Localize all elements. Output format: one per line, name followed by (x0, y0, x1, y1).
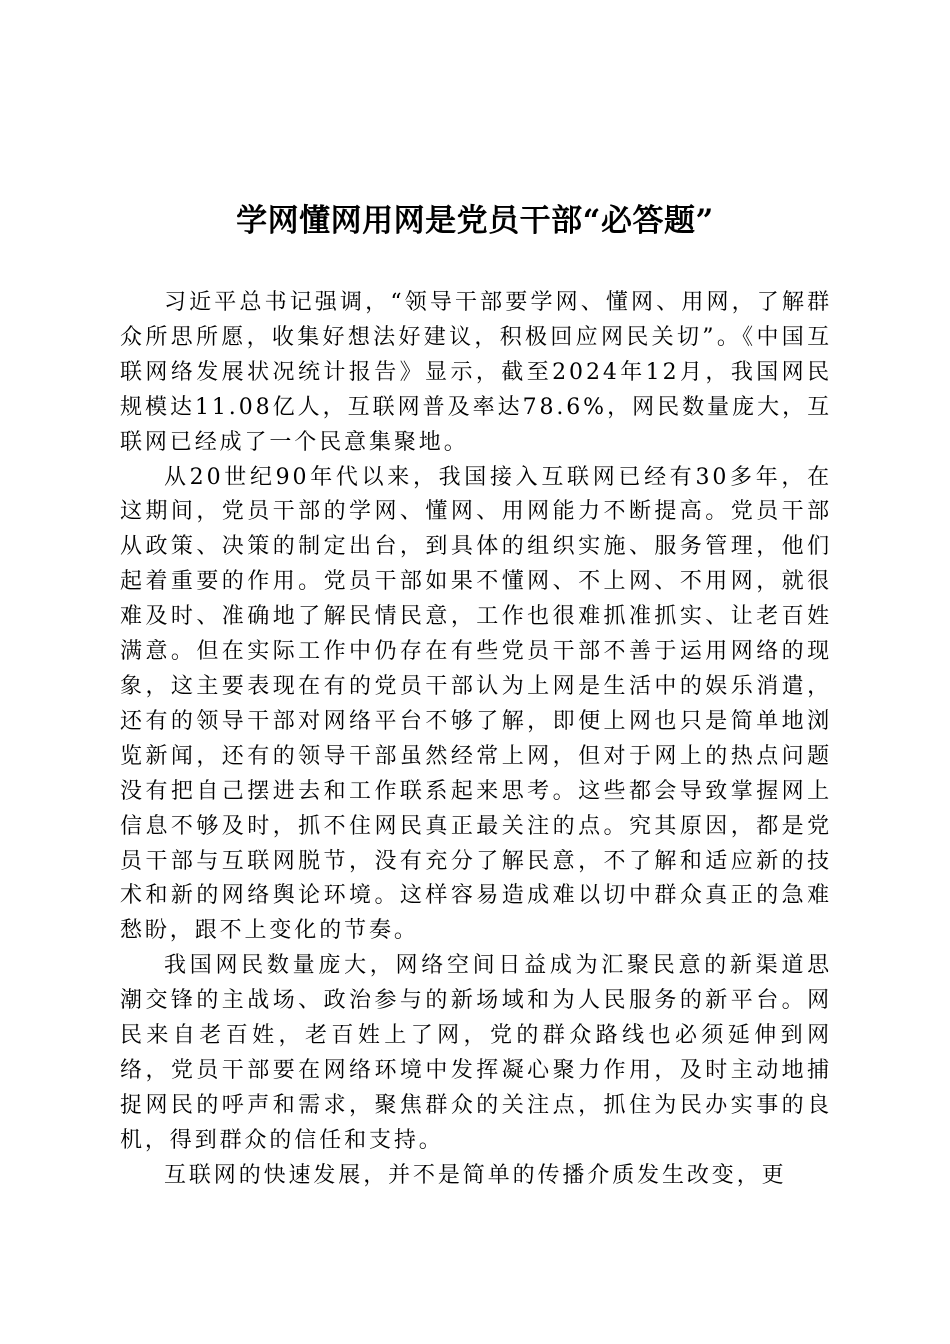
paragraph: 我国网民数量庞大，网络空间日益成为汇聚民意的新渠道思潮交锋的主战场、政治参与的新场域和为人民服务的新平台。网民来自老百姓，老百姓上了网，党的群众路线也必须延伸到网络，党员干部要在网络环境中发挥凝心聚力作用，及时主动地捕捉网民的呼声和需求，聚焦群众的关注点，抓住为民办实事的良机，得到群众的信任和支持。 (120, 953, 832, 1153)
paragraph: 习近平总书记强调，“领导干部要学网、懂网、用网，了解群众所思所愿，收集好想法好建议，积极回应网民关切”。《中国互联网络发展状况统计报告》显示，截至2024年12月，我国网民规模达11.08亿人，互联网普及率达78.6%，网民数量庞大，互联网已经成了一个民意集聚地。 (120, 290, 832, 455)
paragraph: 互联网的快速发展，并不是简单的传播介质发生改变，更 (164, 1162, 787, 1188)
article-title: 学网懂网用网是党员干部“必答题” (236, 203, 714, 239)
paragraph: 从20世纪90年代以来，我国接入互联网已经有30多年，在这期间，党员干部的学网、懂网、用网能力不断提高。党员干部从政策、决策的制定出台，到具体的组织实施、服务管理，他们起着重要的作用。党员干部如果不懂网、不上网、不用网，就很难及时、准确地了解民情民意，工作也很难抓准抓实、让老百姓满意。但在实际工作中仍存在有些党员干部不善于运用网络的现象，这主要表现在有的党员干部认为上网是生活中的娱乐消遣，还有的领导干部对网络平台不够了解，即便上网也只是简单地浏览新闻，还有的领导干部虽然经常上网，但对于网上的热点问题没有把自己摆进去和工作联系起来思考。这些都会导致掌握网上信息不够及时，抓不住网民真正最关注的点。究其原因，都是党员干部与互联网脱节，没有充分了解民意，不了解和适应新的技术和新的网络舆论环境。这样容易造成难以切中群众真正的急难愁盼，跟不上变化的节奏。 (120, 464, 832, 944)
article-body (120, 286, 832, 1194)
